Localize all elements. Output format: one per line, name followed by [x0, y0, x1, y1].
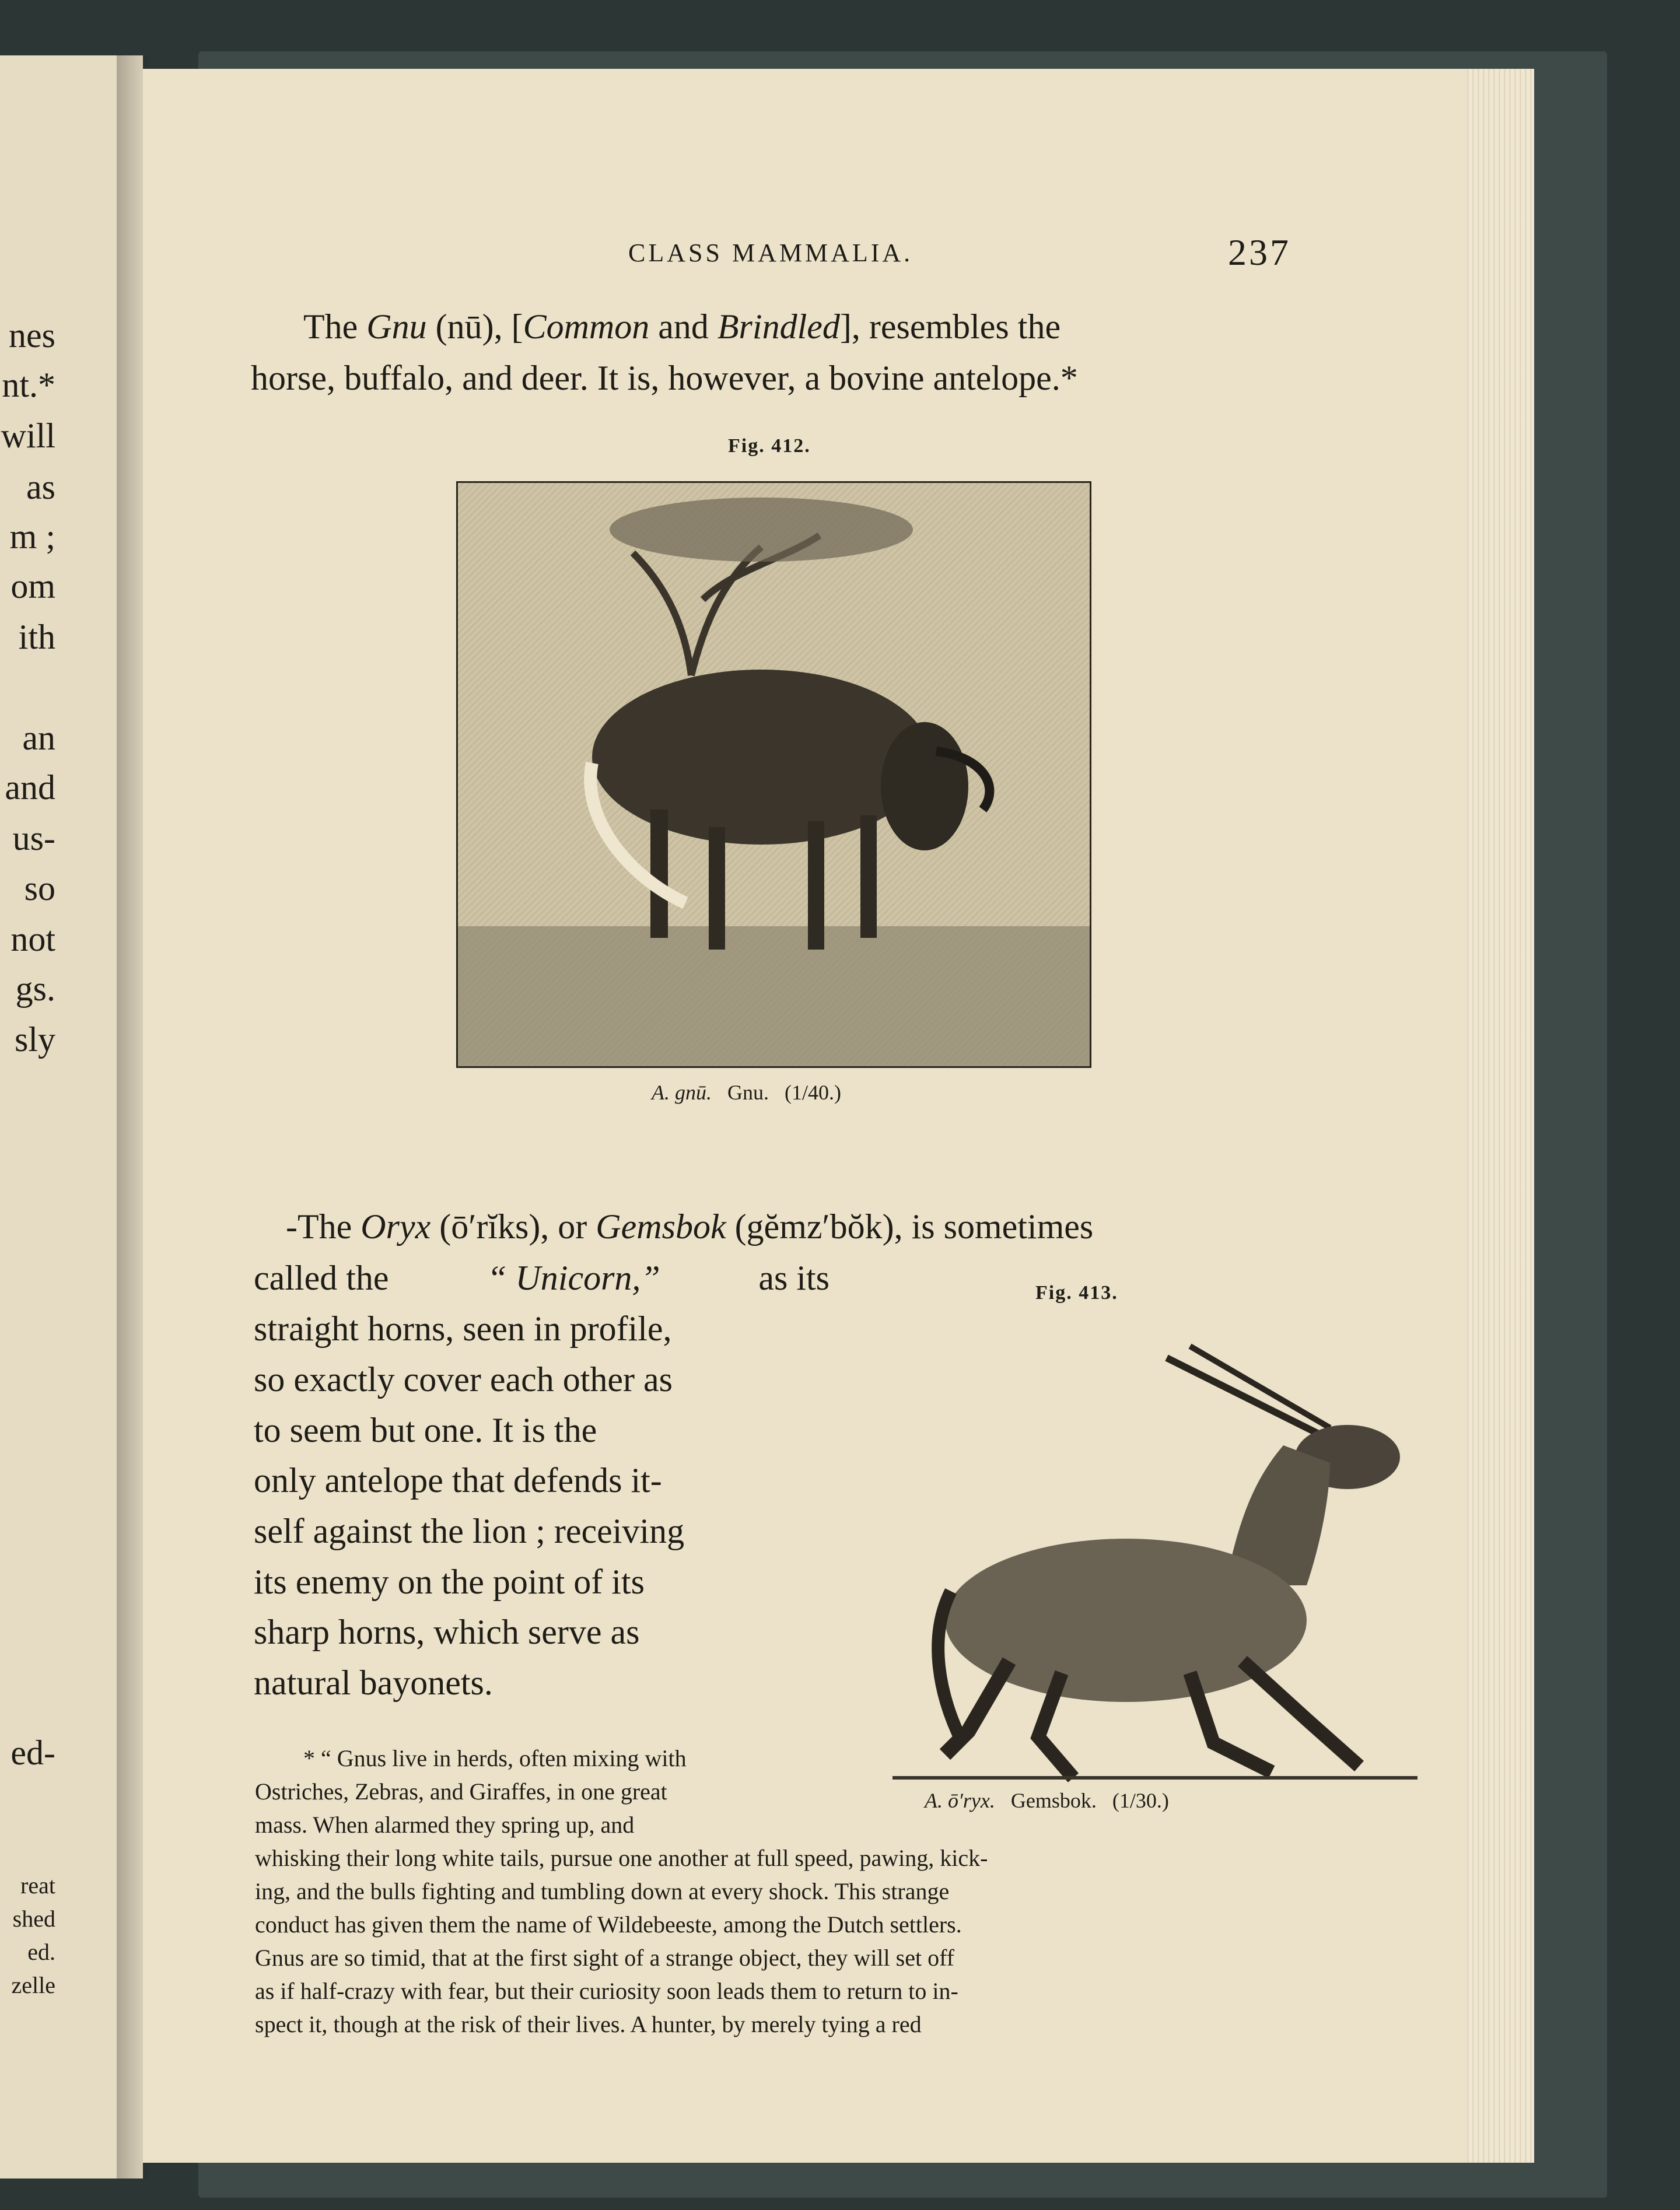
left-page-footnote-line: zelle — [11, 1972, 55, 1998]
footnote-line: spect it, though at the risk of their lives. A hunter, by merely tying a red — [255, 2011, 922, 2037]
para2-line: self against the lion ; receiving — [254, 1512, 685, 1550]
caption-species: A. ō′ryx. — [925, 1789, 995, 1812]
left-page-line: nt.* — [2, 366, 55, 404]
left-page-footnote-line: shed — [12, 1906, 55, 1932]
para2-line: straight horns, seen in profile, — [254, 1309, 672, 1348]
running-title: CLASS MAMMALIA. — [628, 239, 914, 267]
text-run-italic: Common — [523, 307, 650, 346]
text-run: (ō′rĭks), or — [430, 1207, 596, 1246]
left-page-footnote-line: ed. — [27, 1939, 55, 1965]
left-page-line: gs. — [15, 969, 55, 1008]
para2-line: to seem but one. It is the — [254, 1411, 597, 1449]
para1-line1 — [303, 309, 1060, 344]
right-page — [143, 69, 1467, 2163]
left-page-line: nes — [9, 316, 55, 355]
footnote-line: as if half-crazy with fear, but their curiosity soon leads them to return to in- — [255, 1978, 958, 2004]
text-run: The — [303, 307, 367, 346]
footnote-line: ing, and the bulls fighting and tumbling down at every shock. This strange — [255, 1878, 950, 1904]
gemsbok-engraving — [863, 1311, 1435, 1789]
left-page-line: not — [10, 920, 55, 958]
footnote-line: whisking their long white tails, pursue one another at full speed, pawing, kick- — [255, 1845, 988, 1871]
text-run: (gĕmz′bŏk), is sometimes — [726, 1207, 1094, 1246]
fig412-caption — [652, 1080, 841, 1105]
figure-label: Fig. 412. — [728, 435, 811, 457]
text-run: as its — [758, 1259, 830, 1297]
left-page-line: and — [5, 768, 55, 807]
gnu-engraving — [458, 483, 1090, 1066]
para2-line: so exactly cover each other as — [254, 1360, 673, 1399]
left-page-line: as — [26, 468, 55, 506]
text-run-italic: Gemsbok — [596, 1207, 726, 1246]
para2-line: sharp horns, which serve as — [254, 1613, 640, 1651]
text-run: called the — [254, 1259, 389, 1297]
text-run-italic: Brindled — [717, 307, 840, 346]
text-run: ], resembles the — [839, 307, 1061, 346]
footnote-line: conduct has given them the name of Wildebeeste, among the Dutch settlers. — [255, 1911, 962, 1938]
caption-scale: (1/40.) — [785, 1081, 841, 1104]
text-run: -The — [286, 1207, 361, 1246]
para2-line2 — [254, 1260, 830, 1295]
text-run: (nū), [ — [426, 307, 523, 346]
figure-label: Fig. 413. — [1035, 1282, 1118, 1304]
left-page-line: us- — [12, 819, 55, 857]
text-run: and — [649, 307, 718, 346]
left-page-line: an — [22, 719, 55, 757]
text-run-italic: “ Unicorn,” — [487, 1259, 660, 1297]
para2-line1 — [286, 1209, 1093, 1244]
page-edges — [1458, 69, 1534, 2163]
para2-line: natural bayonets. — [254, 1663, 493, 1702]
text-run-italic: Gnu — [366, 307, 427, 346]
left-page-line: ith — [18, 618, 55, 656]
left-page-line: om — [10, 567, 55, 605]
para1-line2: horse, buffalo, and deer. It is, however, a bovine antelope.* — [251, 359, 1078, 397]
left-page-footnote-line: reat — [20, 1872, 55, 1899]
page-number: 237 — [1228, 232, 1291, 273]
gnu-illustration — [456, 481, 1091, 1068]
text-run-italic: Oryx — [360, 1207, 431, 1246]
left-page-line: will — [1, 416, 55, 455]
caption-common: Gnu. — [727, 1081, 769, 1104]
fig413-caption — [925, 1788, 1169, 1813]
left-page-line: so — [24, 869, 55, 908]
caption-species: A. gnū. — [652, 1081, 712, 1104]
caption-scale: (1/30.) — [1112, 1789, 1169, 1812]
para2-line: only antelope that defends it- — [254, 1461, 662, 1500]
footnote-line: mass. When alarmed they spring up, and — [255, 1812, 635, 1838]
left-page-line: m ; — [9, 517, 55, 556]
gemsbok-illustration — [863, 1311, 1435, 1789]
para2-line: its enemy on the point of its — [254, 1563, 645, 1601]
footnote-line: * “ Gnus live in herds, often mixing with — [303, 1745, 687, 1771]
footnote-line: Ostriches, Zebras, and Giraffes, in one great — [255, 1778, 667, 1805]
caption-common: Gemsbok. — [1010, 1789, 1097, 1812]
footnote-line: Gnus are so timid, that at the first sight of a strange object, they will set off — [255, 1945, 955, 1971]
left-page-line: ed- — [10, 1733, 55, 1772]
left-page-line: sly — [14, 1020, 55, 1059]
